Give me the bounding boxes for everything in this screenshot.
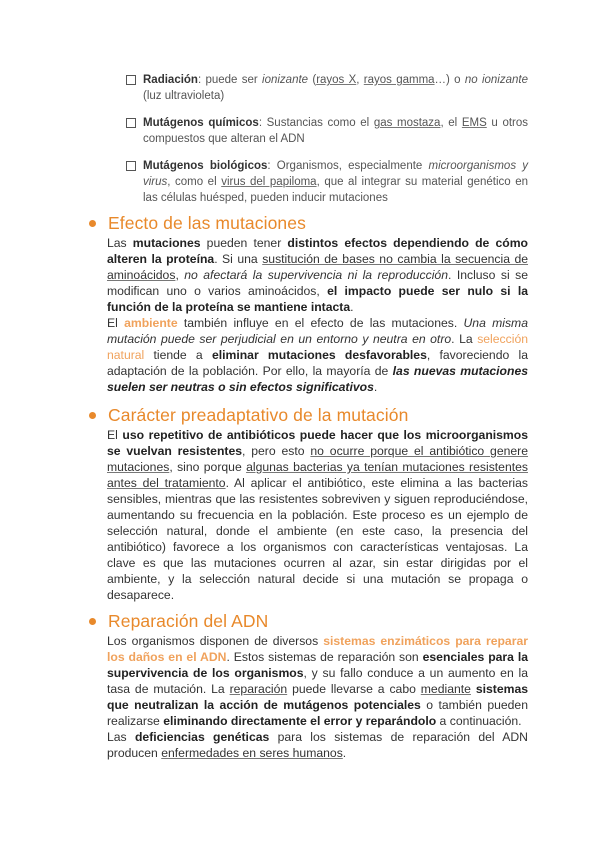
text-run: distintos efectos — [287, 236, 387, 250]
text-run: esenciales para la supervivencia de los organismos — [107, 650, 529, 680]
section-heading — [88, 212, 528, 234]
section-body — [107, 235, 528, 395]
text-run: : Sustancias como el — [258, 117, 374, 129]
text-run: sistemas enzimáticos para reparar los daños en el ADN — [107, 634, 528, 664]
text-run: enfermedades en seres humanos — [161, 746, 343, 760]
text-run: . — [350, 300, 354, 314]
text-run: : Organismos, especialmente — [267, 160, 429, 172]
text-run: rayos X — [316, 74, 357, 86]
text-run: puede llevarse a cabo — [287, 682, 421, 696]
text-run: , que al integrar su material genético en las células huésped, pueden inducir mutaciones — [143, 176, 529, 204]
text-run: mutaciones — [132, 236, 201, 250]
text-run: sistemas que neutralizan la acción de mutágenos potenciales — [107, 682, 528, 712]
text-run: . Estos sistemas de reparación son — [226, 650, 423, 664]
paragraph — [107, 729, 528, 761]
section-heading — [88, 404, 528, 426]
text-run: …) o — [434, 74, 465, 86]
text-run: ( — [308, 74, 317, 86]
text-run: virus del papiloma — [221, 176, 317, 188]
text-run: también influye en el efecto de las mutaciones. — [177, 316, 464, 330]
text-run: el impacto puede ser nulo si la función de la proteína se mantiene intacta — [107, 284, 528, 314]
section-body — [107, 427, 528, 603]
text-run: no ionizante — [464, 74, 528, 86]
text-run: selección natural — [107, 332, 528, 362]
text-run: , como el — [167, 176, 222, 188]
text-run: . La — [451, 332, 478, 346]
text-run: , — [175, 268, 185, 282]
text-run: microorganismos y virus — [143, 160, 529, 188]
text-run: El — [107, 316, 125, 330]
section-body — [107, 633, 528, 761]
text-run: : puede ser — [197, 74, 263, 86]
text-run: , sino porque — [169, 460, 247, 474]
text-run: algunas bacterias ya tenían mutaciones resistentes antes del tratamiento — [107, 460, 528, 490]
section-heading — [88, 610, 528, 632]
bullet-icon — [89, 220, 96, 227]
text-run: ambiente — [124, 316, 178, 330]
text-run: Los organismos disponen de diversos — [107, 634, 324, 648]
text-run: EMS — [461, 117, 487, 129]
text-run: . — [373, 380, 378, 394]
bullet-icon — [89, 618, 96, 625]
list-item — [126, 115, 528, 147]
text-run: sustitución de bases no cambia la secuencia de aminoácidos — [107, 252, 529, 282]
text-run: o también pueden realizarse — [107, 698, 528, 728]
section-title: Reparación del ADN — [108, 611, 269, 631]
text-run: a continuación. — [436, 714, 522, 728]
bullet-icon — [89, 412, 96, 419]
text-run: mediante — [420, 682, 471, 696]
section-efecto-mutaciones — [88, 212, 528, 395]
text-run: Las — [107, 236, 133, 250]
text-run: pueden tener — [200, 236, 288, 250]
text-run: ionizante — [262, 74, 309, 86]
text-run: , el — [440, 117, 462, 129]
text-run: , — [356, 74, 364, 86]
mutagen-checklist — [126, 72, 528, 217]
text-run: para los sistemas de reparación del ADN producen — [107, 730, 528, 760]
text-run: gas mostaza — [373, 117, 441, 129]
text-run: (luz ultravioleta) — [143, 90, 225, 102]
section-title: Carácter preadaptativo de la mutación — [108, 405, 409, 425]
paragraph — [107, 427, 528, 603]
section-reparacion-adn — [88, 610, 528, 761]
text-run: . — [342, 746, 347, 760]
text-run: u otros compuestos que alteran el ADN — [143, 117, 529, 145]
text-run: . Incluso si se modifican uno o varios aminoácidos, — [107, 268, 528, 298]
text-run: rayos gamma — [363, 74, 435, 86]
text-run: Las — [107, 730, 135, 744]
paragraph — [107, 315, 528, 395]
list-item-text — [143, 117, 528, 145]
text-run: El — [107, 428, 123, 442]
list-item — [126, 158, 528, 206]
text-run: uso repetitivo de antibióticos puede hacer que los microorganismos se vuelvan resistentes — [107, 428, 528, 458]
text-run: . Si una — [214, 252, 263, 266]
section-caracter-preadaptativo — [88, 404, 528, 603]
text-run: eliminar mutaciones desfavorables — [211, 348, 427, 362]
text-run: , favoreciendo la adaptación de la población. Por ello, la mayoría de — [107, 348, 528, 378]
text-run: las nuevas mutaciones suelen ser neutras o sin efectos significativos — [107, 364, 528, 394]
checkbox-icon — [126, 161, 136, 171]
text-run: tiende a — [144, 348, 212, 362]
list-item — [126, 72, 528, 104]
paragraph — [107, 633, 528, 729]
list-item-text — [143, 74, 528, 102]
list-item-text — [143, 160, 528, 204]
text-run: deficiencias genéticas — [134, 730, 270, 744]
section-title: Efecto de las mutaciones — [108, 213, 306, 233]
checkbox-icon — [126, 75, 136, 85]
text-run: Mutágenos químicos — [143, 117, 259, 129]
text-run: , y su fallo conduce a un aumento en la tasa de mutación. La — [107, 666, 528, 696]
paragraph — [107, 235, 528, 315]
text-run: Mutágenos biológicos — [143, 160, 268, 172]
text-run: no afectará la supervivencia ni la reproducción — [184, 268, 448, 282]
text-run: . Al aplicar el antibiótico, este elimina a las bacterias sensibles, mientras que las resistentes sobreviven y siguen reproduciéndose, aumentando su frecuencia en la población. Este proceso es un ejemplo de selección natural, donde el ambiente (en este caso, la presencia del antibiótico) favorece a los organismos con características ventajosas. La clave es que las mutaciones ocurren al azar, sin estar dirigidas por el ambiente, y la selección natural decide si una mutación se propaga o desaparece. — [107, 476, 528, 602]
text-run: , pero esto — [242, 444, 311, 458]
text-run: Radiación — [143, 74, 198, 86]
text-run: no ocurre porque el antibiótico genere mutaciones — [107, 444, 529, 474]
text-run: dependiendo de cómo alteren la proteína — [107, 236, 528, 266]
text-run: reparación — [229, 682, 288, 696]
text-run: Una misma mutación puede ser perjudicial en un entorno y neutra en otro — [107, 316, 528, 346]
checkbox-icon — [126, 118, 136, 128]
text-run: eliminando directamente el error y reparándolo — [163, 714, 437, 728]
